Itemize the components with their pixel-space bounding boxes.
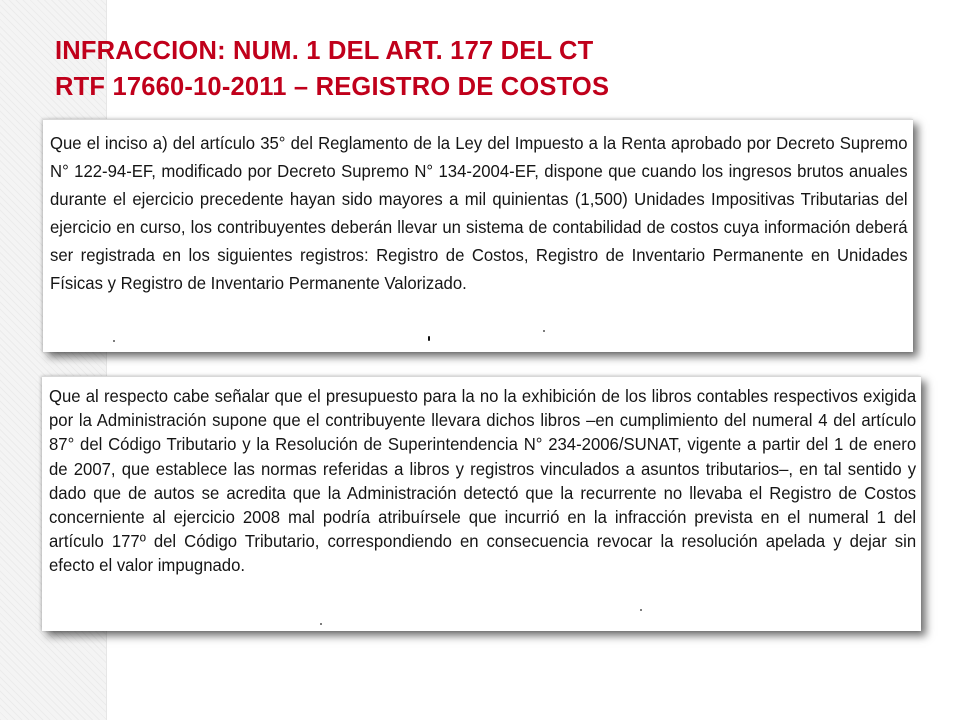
document-excerpt-reglamento [43,119,913,352]
excerpt-text-resolucion: Que al respecto cabe señalar que el presupuesto para la no la exhibición de los libros contables respectivos exigida por la Administración supone que el contribuyente llevara dichos libros –en cumplimiento del numeral 4 del artículo 87° del Código Tributario y la Resolución de Superintendencia N° 234-2006/SUNAT, vigente a partir del 1 de enero de 2007, que establece las normas referidas a libros y registros vinculados a asuntos tributarios–, en tal sentido y dado que de autos se acredita que la Administración detectó que la recurrente no llevaba el Registro de Costos concerniente al ejercicio 2008 mal podría atribuírsele que incurrió en la infracción prevista en el numeral 1 del artículo 177º del Código Tributario, correspondiendo en consecuencia revocar la resolución apelada y dejar sin efecto el valor impugnado. [49,386,917,576]
slide-title-line-1: INFRACCION: NUM. 1 DEL ART. 177 DEL CT [55,37,594,65]
excerpt-text-reglamento: Que el inciso a) del artículo 35° del Reglamento de la Ley del Impuesto a la Renta aprobado por Decreto Supremo N° 122-94-EF, modificado por Decreto Supremo N° 134-2004-EF, dispone que cuando los ingresos brutos anuales durante el ejercicio precedente hayan sido mayores a mil quinientas (1,500) Unidades Impositivas Tributarias del ejercicio en curso, los contribuyentes deberán llevar un sistema de contabilidad de costos cuya información deberá ser registrada en los siguientes registros: Registro de Costos, Registro de Inventario Permanente en Unidades Físicas y Registro de Inventario Permanente Valorizado. [50,133,908,293]
slide-title-line-2: RTF 17660-10-2011 – REGISTRO DE COSTOS [55,73,610,101]
scan-speck [113,340,115,342]
scan-speck [320,623,322,625]
scan-speck [640,609,642,611]
slide-title [55,33,609,105]
scan-speck [543,330,545,332]
document-excerpt-resolucion [42,376,921,631]
scan-speck [428,336,430,341]
